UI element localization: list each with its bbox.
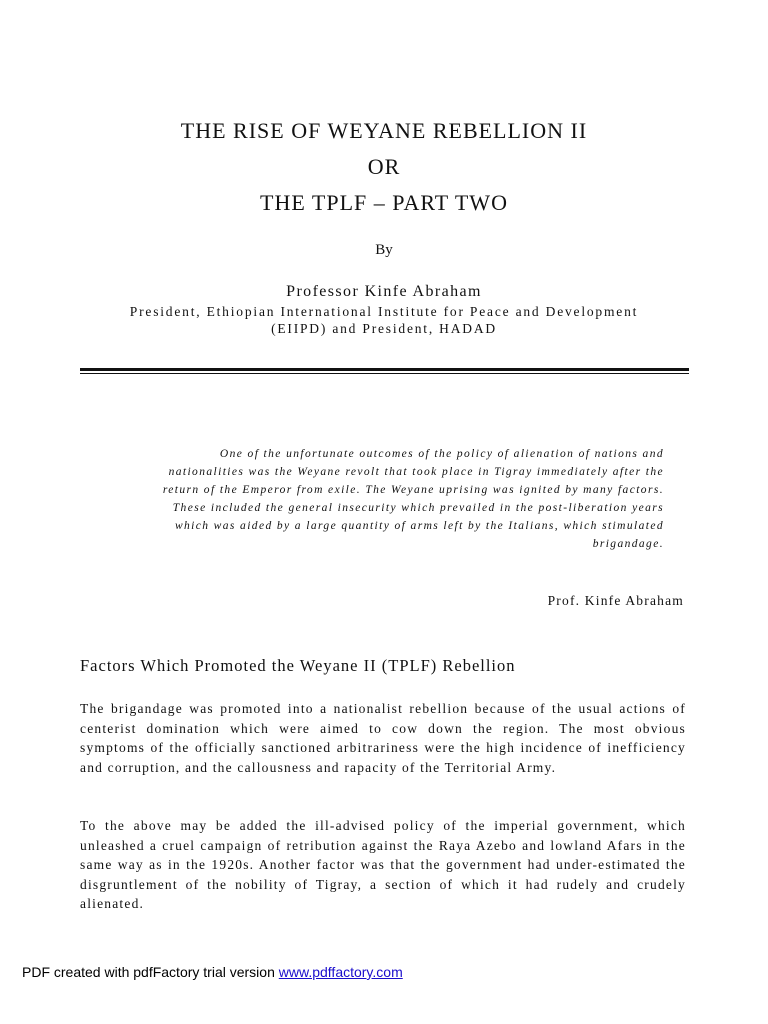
abstract-line: return of the Emperor from exile. The Weyane uprising was ignited by many factors.: [162, 484, 664, 496]
pdffactory-link[interactable]: www.pdffactory.com: [278, 964, 403, 980]
author-affiliation-line-1: President, Ethiopian International Institute for Peace and Development: [129, 304, 639, 319]
abstract-line: One of the unfortunate outcomes of the policy of alienation of nations and: [219, 448, 664, 460]
abstract-line: These included the general insecurity which prevailed in the post-liberation years: [172, 502, 664, 514]
body-paragraph-2: To the above may be added the ill-advised policy of the imperial government, which unleashed a cruel campaign of retribution against the Raya Azebo and lowland Afars in the same way as in the 1920s. Another factor was that the government had under-estimated the disgruntlement of the nobility of Tigray, a section of which it had rudely and crudely alienated.: [80, 818, 686, 911]
section-heading: Factors Which Promoted the Weyane II (TPLF) Rebellion: [80, 656, 516, 675]
author-name: Professor Kinfe Abraham: [286, 283, 482, 300]
abstract-signature: Prof. Kinfe Abraham: [547, 593, 684, 608]
divider-thin: [80, 373, 689, 374]
title-line-3: THE TPLF – PART TWO: [260, 190, 508, 215]
author-affiliation-line-2: (EIIPD) and President, HADAD: [271, 321, 497, 336]
divider-thick: [80, 368, 689, 371]
abstract-line: brigandage.: [592, 538, 664, 550]
abstract-line: which was aided by a large quantity of arms left by the Italians, which stimulated: [174, 520, 664, 532]
pdf-footer: [22, 964, 403, 980]
title-line-2: OR: [367, 154, 401, 179]
abstract: [110, 445, 664, 553]
footer-text: PDF created with pdfFactory trial version: [22, 964, 279, 980]
title-line-1: THE RISE OF WEYANE REBELLION II: [180, 118, 588, 143]
abstract-line: nationalities was the Weyane revolt that took place in Tigray immediately after the: [168, 466, 664, 478]
body-paragraph-1: The brigandage was promoted into a nationalist rebellion because of the usual actions of centerist domination which were aimed to cow down the region. The most obvious symptoms of the officially sanctioned arbitrariness were the high incidence of inefficiency and corruption, and the callousness and rapacity of the Territorial Army.: [80, 701, 686, 775]
byline: By: [375, 242, 393, 258]
